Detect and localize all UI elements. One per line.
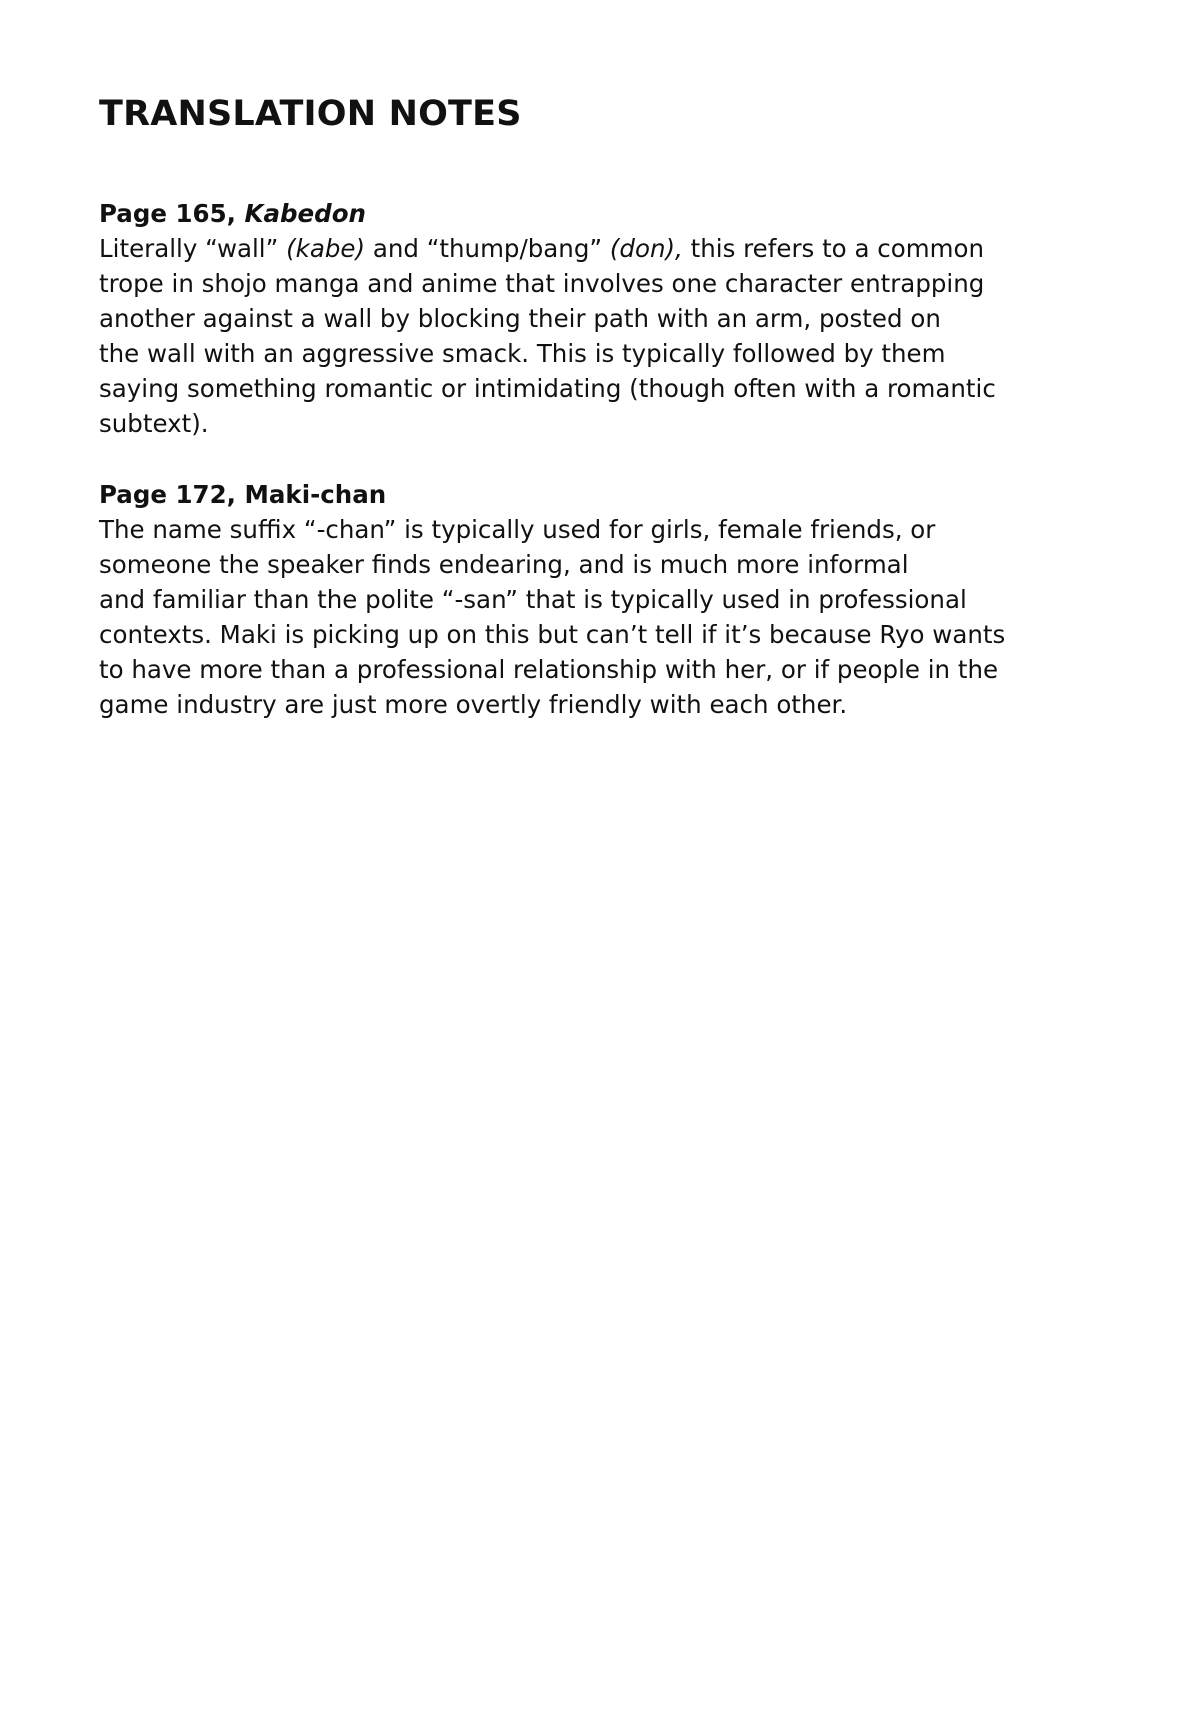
note-body xyxy=(99,512,1109,722)
note-body-line xyxy=(99,687,1109,722)
body-text: another against a wall by blocking their path with an arm, posted on xyxy=(99,304,941,333)
note-body-line xyxy=(99,231,1109,266)
page-title: TRANSLATION NOTES xyxy=(99,94,522,134)
body-text: and “thump/bang” xyxy=(365,234,610,263)
note-heading xyxy=(99,196,1109,231)
body-text: trope in shojo manga and anime that involves one character entrapping xyxy=(99,269,985,298)
italic-term: (don), xyxy=(609,234,683,263)
note-body-line xyxy=(99,582,1109,617)
body-text: and familiar than the polite “-san” that is typically used in professional xyxy=(99,585,967,614)
body-text: subtext). xyxy=(99,409,209,438)
note-heading-term: Kabedon xyxy=(244,199,366,228)
note-body-line xyxy=(99,266,1109,301)
body-text: saying something romantic or intimidating (though often with a romantic xyxy=(99,374,996,403)
note-body-line xyxy=(99,512,1109,547)
body-text: Literally “wall” xyxy=(99,234,287,263)
note-heading-page: Page 172, Maki-chan xyxy=(99,480,387,509)
note-body-line xyxy=(99,301,1109,336)
note-body-line xyxy=(99,547,1109,582)
note-page-165 xyxy=(99,196,1109,441)
italic-term: (kabe) xyxy=(286,234,366,263)
note-heading xyxy=(99,477,1109,512)
note-page-172 xyxy=(99,477,1109,722)
translation-notes-page xyxy=(99,92,1109,722)
note-body-line xyxy=(99,652,1109,687)
note-body-line xyxy=(99,406,1109,441)
note-body xyxy=(99,231,1109,441)
body-text: this refers to a common xyxy=(682,234,984,263)
note-heading-page: Page 165, xyxy=(99,199,245,228)
body-text: someone the speaker finds endearing, and is much more informal xyxy=(99,550,909,579)
body-text: the wall with an aggressive smack. This is typically followed by them xyxy=(99,339,946,368)
body-text: game industry are just more overtly friendly with each other. xyxy=(99,690,848,719)
body-text: contexts. Maki is picking up on this but can’t tell if it’s because Ryo wants xyxy=(99,620,1006,649)
body-text: to have more than a professional relationship with her, or if people in the xyxy=(99,655,999,684)
note-body-line xyxy=(99,617,1109,652)
body-text: The name suffix “-chan” is typically used for girls, female friends, or xyxy=(99,515,936,544)
note-body-line xyxy=(99,371,1109,406)
note-body-line xyxy=(99,336,1109,371)
